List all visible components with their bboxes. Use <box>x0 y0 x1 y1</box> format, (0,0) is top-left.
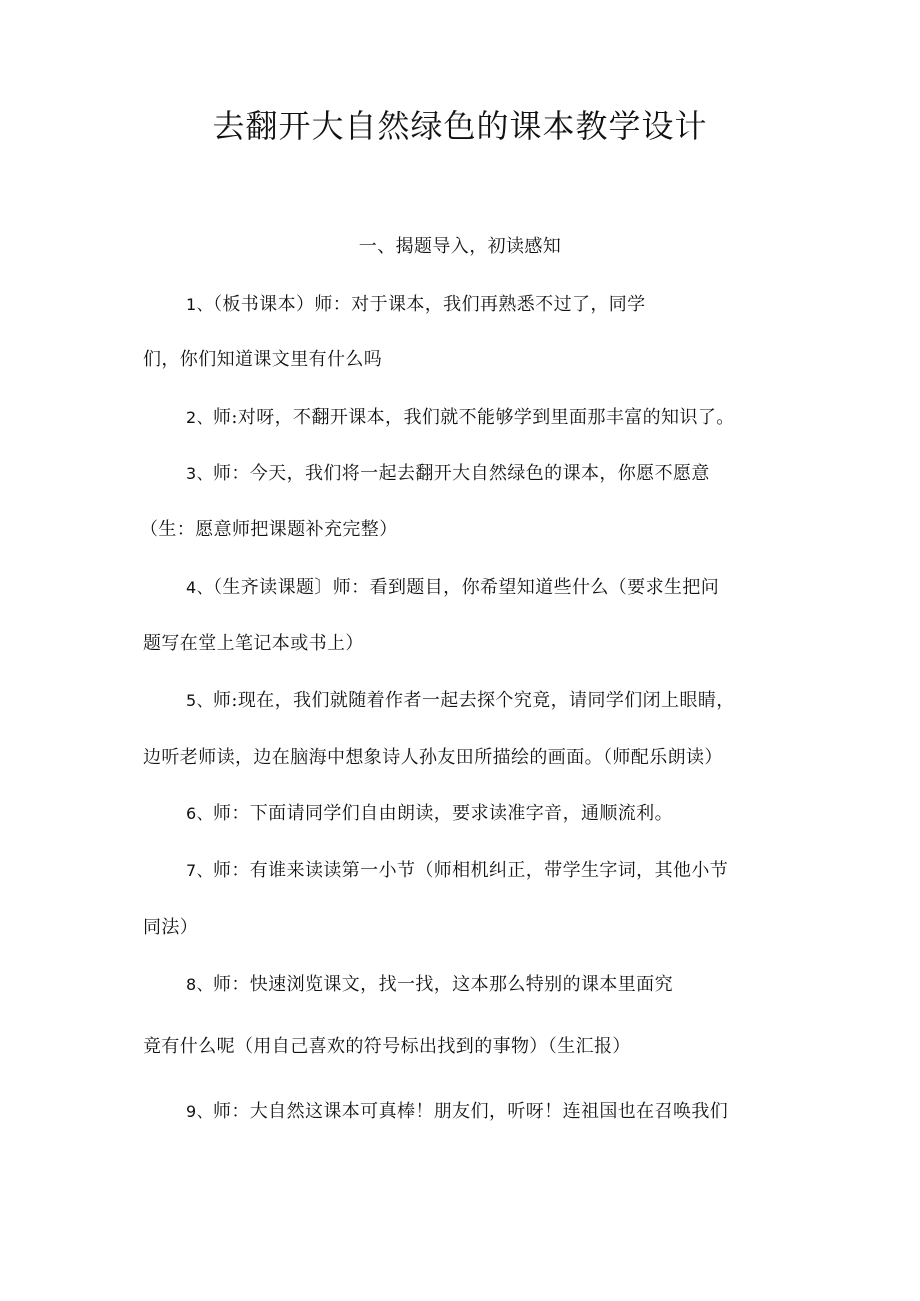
section-heading: 一、揭题导入，初读感知 <box>358 236 562 257</box>
item-number: 5、 <box>186 691 213 710</box>
paragraph-1 <box>186 291 646 319</box>
paragraph-text: 师:对呀，不翻开课本，我们就不能够学到里面那丰富的知识了。 <box>212 407 735 428</box>
paragraph-text: 师：大自然这课本可真棒！朋友们，听呀！连祖国也在召唤我们 <box>212 1101 729 1122</box>
paragraph-text: 师：快速浏览课文，找一找，这本那么特别的课本里面究 <box>212 974 673 995</box>
item-number: 8、 <box>186 975 213 994</box>
paragraph-4 <box>186 574 719 602</box>
paragraph-9 <box>186 1098 728 1126</box>
paragraph-5 <box>186 687 735 715</box>
item-number: 2、 <box>186 408 213 427</box>
paragraph-5-continuation: 边听老师读，边在脑海中想象诗人孙友田所描绘的画面。（师配乐朗读） <box>143 747 723 768</box>
paragraph-2 <box>186 404 735 432</box>
paragraph-8-continuation: 竟有什么呢（用自己喜欢的符号标出找到的事物）（生汇报） <box>143 1036 631 1057</box>
paragraph-3 <box>186 460 710 488</box>
document-title: 去翻开大自然绿色的课本教学设计 <box>212 107 708 145</box>
item-number: 1、 <box>186 295 213 314</box>
paragraph-6 <box>186 800 673 828</box>
item-number: 6、 <box>186 804 213 823</box>
paragraph-1-continuation: 们，你们知道课文里有什么吗 <box>143 349 383 370</box>
paragraph-7 <box>186 857 728 885</box>
paragraph-text: （板书课本）师：对于课本，我们再熟悉不过了，同学 <box>212 294 646 315</box>
paragraph-text: 师：下面请同学们自由朗读，要求读准字音，通顺流利。 <box>212 803 673 824</box>
paragraph-3-continuation: （生：愿意师把课题补充完整） <box>140 519 398 540</box>
paragraph-text: 师：有谁来读读第一小节（师相机纠正，带学生字词，其他小节 <box>212 860 729 881</box>
item-number: 4、 <box>186 578 213 597</box>
item-number: 7、 <box>186 861 213 880</box>
paragraph-text: 师：今天，我们将一起去翻开大自然绿色的课本，你愿不愿意 <box>212 463 710 484</box>
item-number: 9、 <box>186 1102 213 1121</box>
paragraph-4-continuation: 题写在堂上笔记本或书上） <box>143 633 364 654</box>
paragraph-7-continuation: 同法） <box>143 917 199 938</box>
paragraph-text: 师:现在，我们就随着作者一起去探个究竟，请同学们闭上眼睛， <box>212 690 735 711</box>
paragraph-text: （生齐读课题〕师：看到题目，你希望知道些什么（要求生把问 <box>212 577 720 598</box>
paragraph-8 <box>186 971 673 999</box>
item-number: 3、 <box>186 464 213 483</box>
